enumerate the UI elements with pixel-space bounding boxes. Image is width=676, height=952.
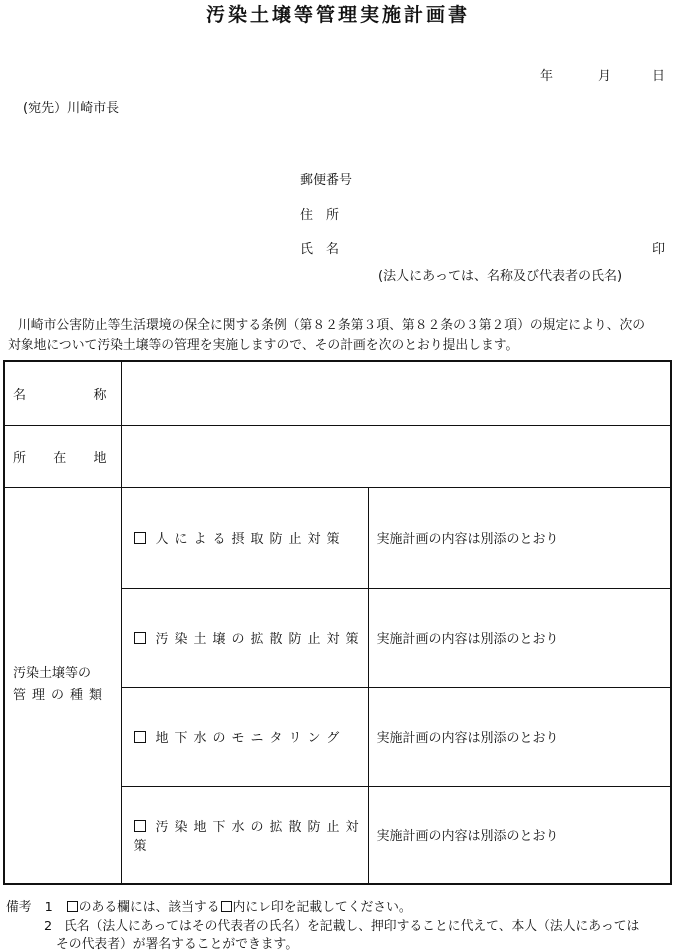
measure-option-1[interactable] (121, 487, 368, 588)
management-kind-label-line-2: 管理の種類 (13, 688, 109, 704)
management-kind-label-line-1: 汚染土壌等の (13, 666, 92, 682)
location-label-char-2: 在 (53, 450, 67, 466)
remark-1-text-b: 内にレ印を記載してください。 (232, 900, 412, 915)
addressee: (宛先）川崎市長 (23, 101, 120, 116)
measure-label-4: 汚染地下水の拡散防止対策 (133, 819, 365, 854)
measure-option-2[interactable] (121, 588, 368, 687)
location-label-cell (4, 425, 121, 487)
remark-2-line-2: その代表者）が署名することができます。 (56, 937, 299, 952)
measure-content-2: 実施計画の内容は別添のとおり (368, 588, 671, 687)
measure-content-3: 実施計画の内容は別添のとおり (368, 687, 671, 786)
address-label: 住 所 (300, 208, 340, 223)
seal-mark: 印 (652, 242, 666, 257)
date-day: 日 (652, 69, 666, 84)
location-label-char-1: 所 (13, 450, 27, 466)
measure-label-3: 地下水のモニタリング (155, 731, 346, 746)
intro-line-1: 川崎市公害防止等生活環境の保全に関する条例（第８２条第３項、第８２条の３第２項）の規定により、次の (18, 318, 646, 333)
remark-number-2: 2 (44, 919, 53, 934)
checkbox-symbol (221, 901, 232, 912)
postal-code-label: 郵便番号 (300, 173, 353, 188)
document-title: 汚染土壌等管理実施計画書 (205, 4, 470, 26)
remarks-heading: 備考 (6, 900, 32, 915)
name-row (4, 361, 671, 425)
measure-label-2: 汚染土壌の拡散防止対策 (155, 632, 365, 647)
plan-table (3, 360, 672, 885)
checkbox-3[interactable] (134, 731, 146, 743)
location-row (4, 425, 671, 487)
remark-1-text-a: のある欄には、該当する (78, 900, 220, 915)
corporate-note: (法人にあっては、名称及び代表者の氏名) (378, 269, 623, 284)
remark-number-1: 1 (44, 900, 53, 915)
checkbox-1[interactable] (134, 532, 146, 544)
date-month: 月 (598, 69, 612, 84)
name-value-cell[interactable] (121, 361, 671, 425)
management-kind-label-cell (4, 487, 121, 884)
measure-row (4, 487, 671, 588)
name-label-char-2: 称 (93, 387, 107, 403)
checkbox-symbol (67, 901, 78, 912)
measure-option-3[interactable] (121, 687, 368, 786)
measure-content-4: 実施計画の内容は別添のとおり (368, 786, 671, 884)
name-label-char-1: 名 (13, 387, 27, 403)
remark-2-line-1: 氏名（法人にあってはその代表者の氏名）を記載し、押印することに代えて、本人（法人にあっては (64, 919, 640, 934)
remark-2 (44, 915, 639, 934)
remark-1 (6, 896, 412, 915)
name-label: 氏 名 (300, 242, 340, 257)
measure-option-4[interactable] (121, 786, 368, 884)
location-value-cell[interactable] (121, 425, 671, 487)
checkbox-4[interactable] (134, 820, 146, 832)
date-year: 年 (540, 69, 554, 84)
measure-label-1: 人による摂取防止対策 (155, 532, 346, 547)
measure-content-1: 実施計画の内容は別添のとおり (368, 487, 671, 588)
intro-line-2: 対象地について汚染土壌等の管理を実施しますので、その計画を次のとおり提出します。 (8, 338, 519, 353)
name-label-cell (4, 361, 121, 425)
location-label-char-3: 地 (93, 450, 107, 466)
checkbox-2[interactable] (134, 632, 146, 644)
